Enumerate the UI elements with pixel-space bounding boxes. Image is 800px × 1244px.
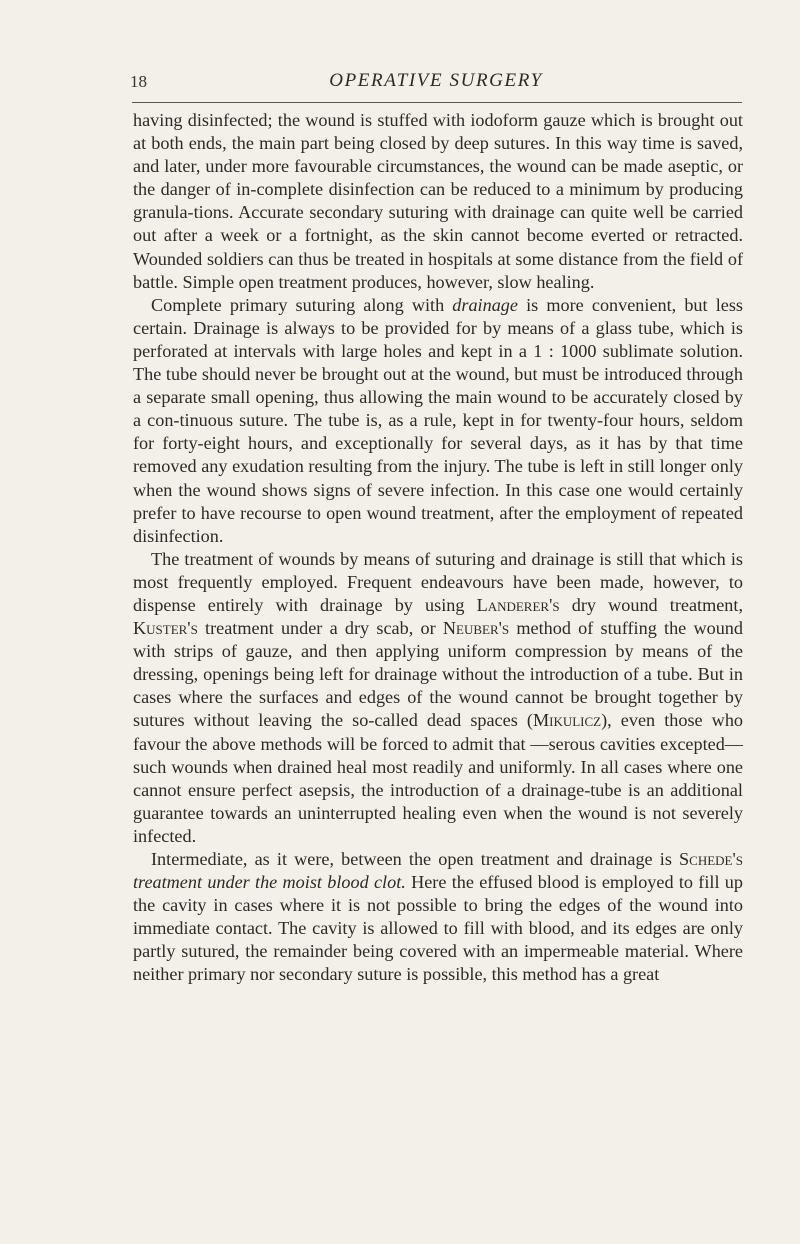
paragraph bbox=[133, 109, 743, 294]
author-name: Kuster's bbox=[133, 618, 198, 639]
author-name: Schede's bbox=[679, 849, 743, 869]
text-segment: Complete primary suturing along with bbox=[151, 294, 453, 315]
header-rule bbox=[132, 102, 742, 103]
italic-term: treatment under the moist blood clot. bbox=[133, 872, 406, 893]
text-segment: ), even those who favour the above methods will be forced to admit that —serous cavities excepted—such wounds when drained heal most readily and uniformly. In all cases where one cannot ensure perfect asepsis, the introduction of a drainage-tube is an additional guarantee towards an uninterrupted healing even when the wound is not severely infected. bbox=[133, 710, 744, 846]
body-text bbox=[133, 109, 743, 987]
text-segment: treatment under a dry scab, or bbox=[197, 618, 443, 639]
text-segment: method of stuffing the wound with strips of gauze, and then applying uniform compression by means of the dressing, openings being left for drainage without the introduction of a tube. But in cases where the surfaces and edges of the wound cannot be brought together by sutures without leaving the so-called dead spaces ( bbox=[133, 618, 743, 731]
text-segment: dry wound treatment, bbox=[559, 594, 743, 615]
author-name: Mikulicz bbox=[532, 710, 602, 731]
page-number: 18 bbox=[130, 72, 147, 91]
running-title: OPERATIVE SURGERY bbox=[329, 70, 543, 91]
text-segment: The treatment of wounds by means of suturing and drainage is still that which is most frequently employed. Frequent endeavours have been made, however, to dispense entirely with drainage by using bbox=[133, 548, 743, 615]
page-header bbox=[130, 62, 742, 92]
italic-term: drainage bbox=[452, 294, 518, 315]
author-name: Neuber's bbox=[442, 618, 510, 639]
text-segment: having disinfected; the wound is stuffed with iodoform gauze which is brought out at both ends, the main part being closed by deep sutures. In this way time is saved, and later, under more favourable circumstances, the wound can be made aseptic, or the danger of in-complete disinfection can be reduced to a minimum by producing granula-tions. Accurate secondary suturing with drainage can quite well be carried out after a week or a fortnight, as the skin cannot become everted or retracted. Wounded soldiers can thus be treated in hospitals at some distance from the field of battle. Simple open treatment produces, however, slow healing. bbox=[133, 110, 743, 292]
text-segment: is more convenient, but less certain. Drainage is always to be provided for by means of a glass tube, which is perforated at intervals with large holes and kept in a 1 : 1000 sublimate solution. The tube should never be brought out at the wound, but must be introduced through a separate small opening, thus allowing the main wound to be accurately closed by a con-tinuous suture. The tube is, as a rule, kept in for twenty-four hours, seldom for forty-eight hours, and exceptionally for several days, as it has by that time removed any exudation resulting from the injury. The tube is left in still longer only when the wound shows signs of severe infection. In this case one would certainly prefer to have recourse to open wound treatment, after the employment of repeated disinfection. bbox=[133, 294, 743, 546]
author-name: Landerer's bbox=[476, 594, 560, 615]
paragraph bbox=[133, 848, 743, 987]
text-segment: Intermediate, as it were, between the open treatment and drainage is bbox=[151, 849, 680, 869]
paragraph bbox=[133, 294, 743, 548]
text-segment: Here the effused blood is employed to fill up the cavity in cases where it is not possible to bring the edges of the wound into immediate contact. The cavity is allowed to fill with blood, and its edges are only partly sutured, the remainder being covered with an impermeable material. Where neither primary nor secondary suture is possible, this method has a great bbox=[133, 872, 743, 985]
paragraph bbox=[133, 548, 743, 848]
